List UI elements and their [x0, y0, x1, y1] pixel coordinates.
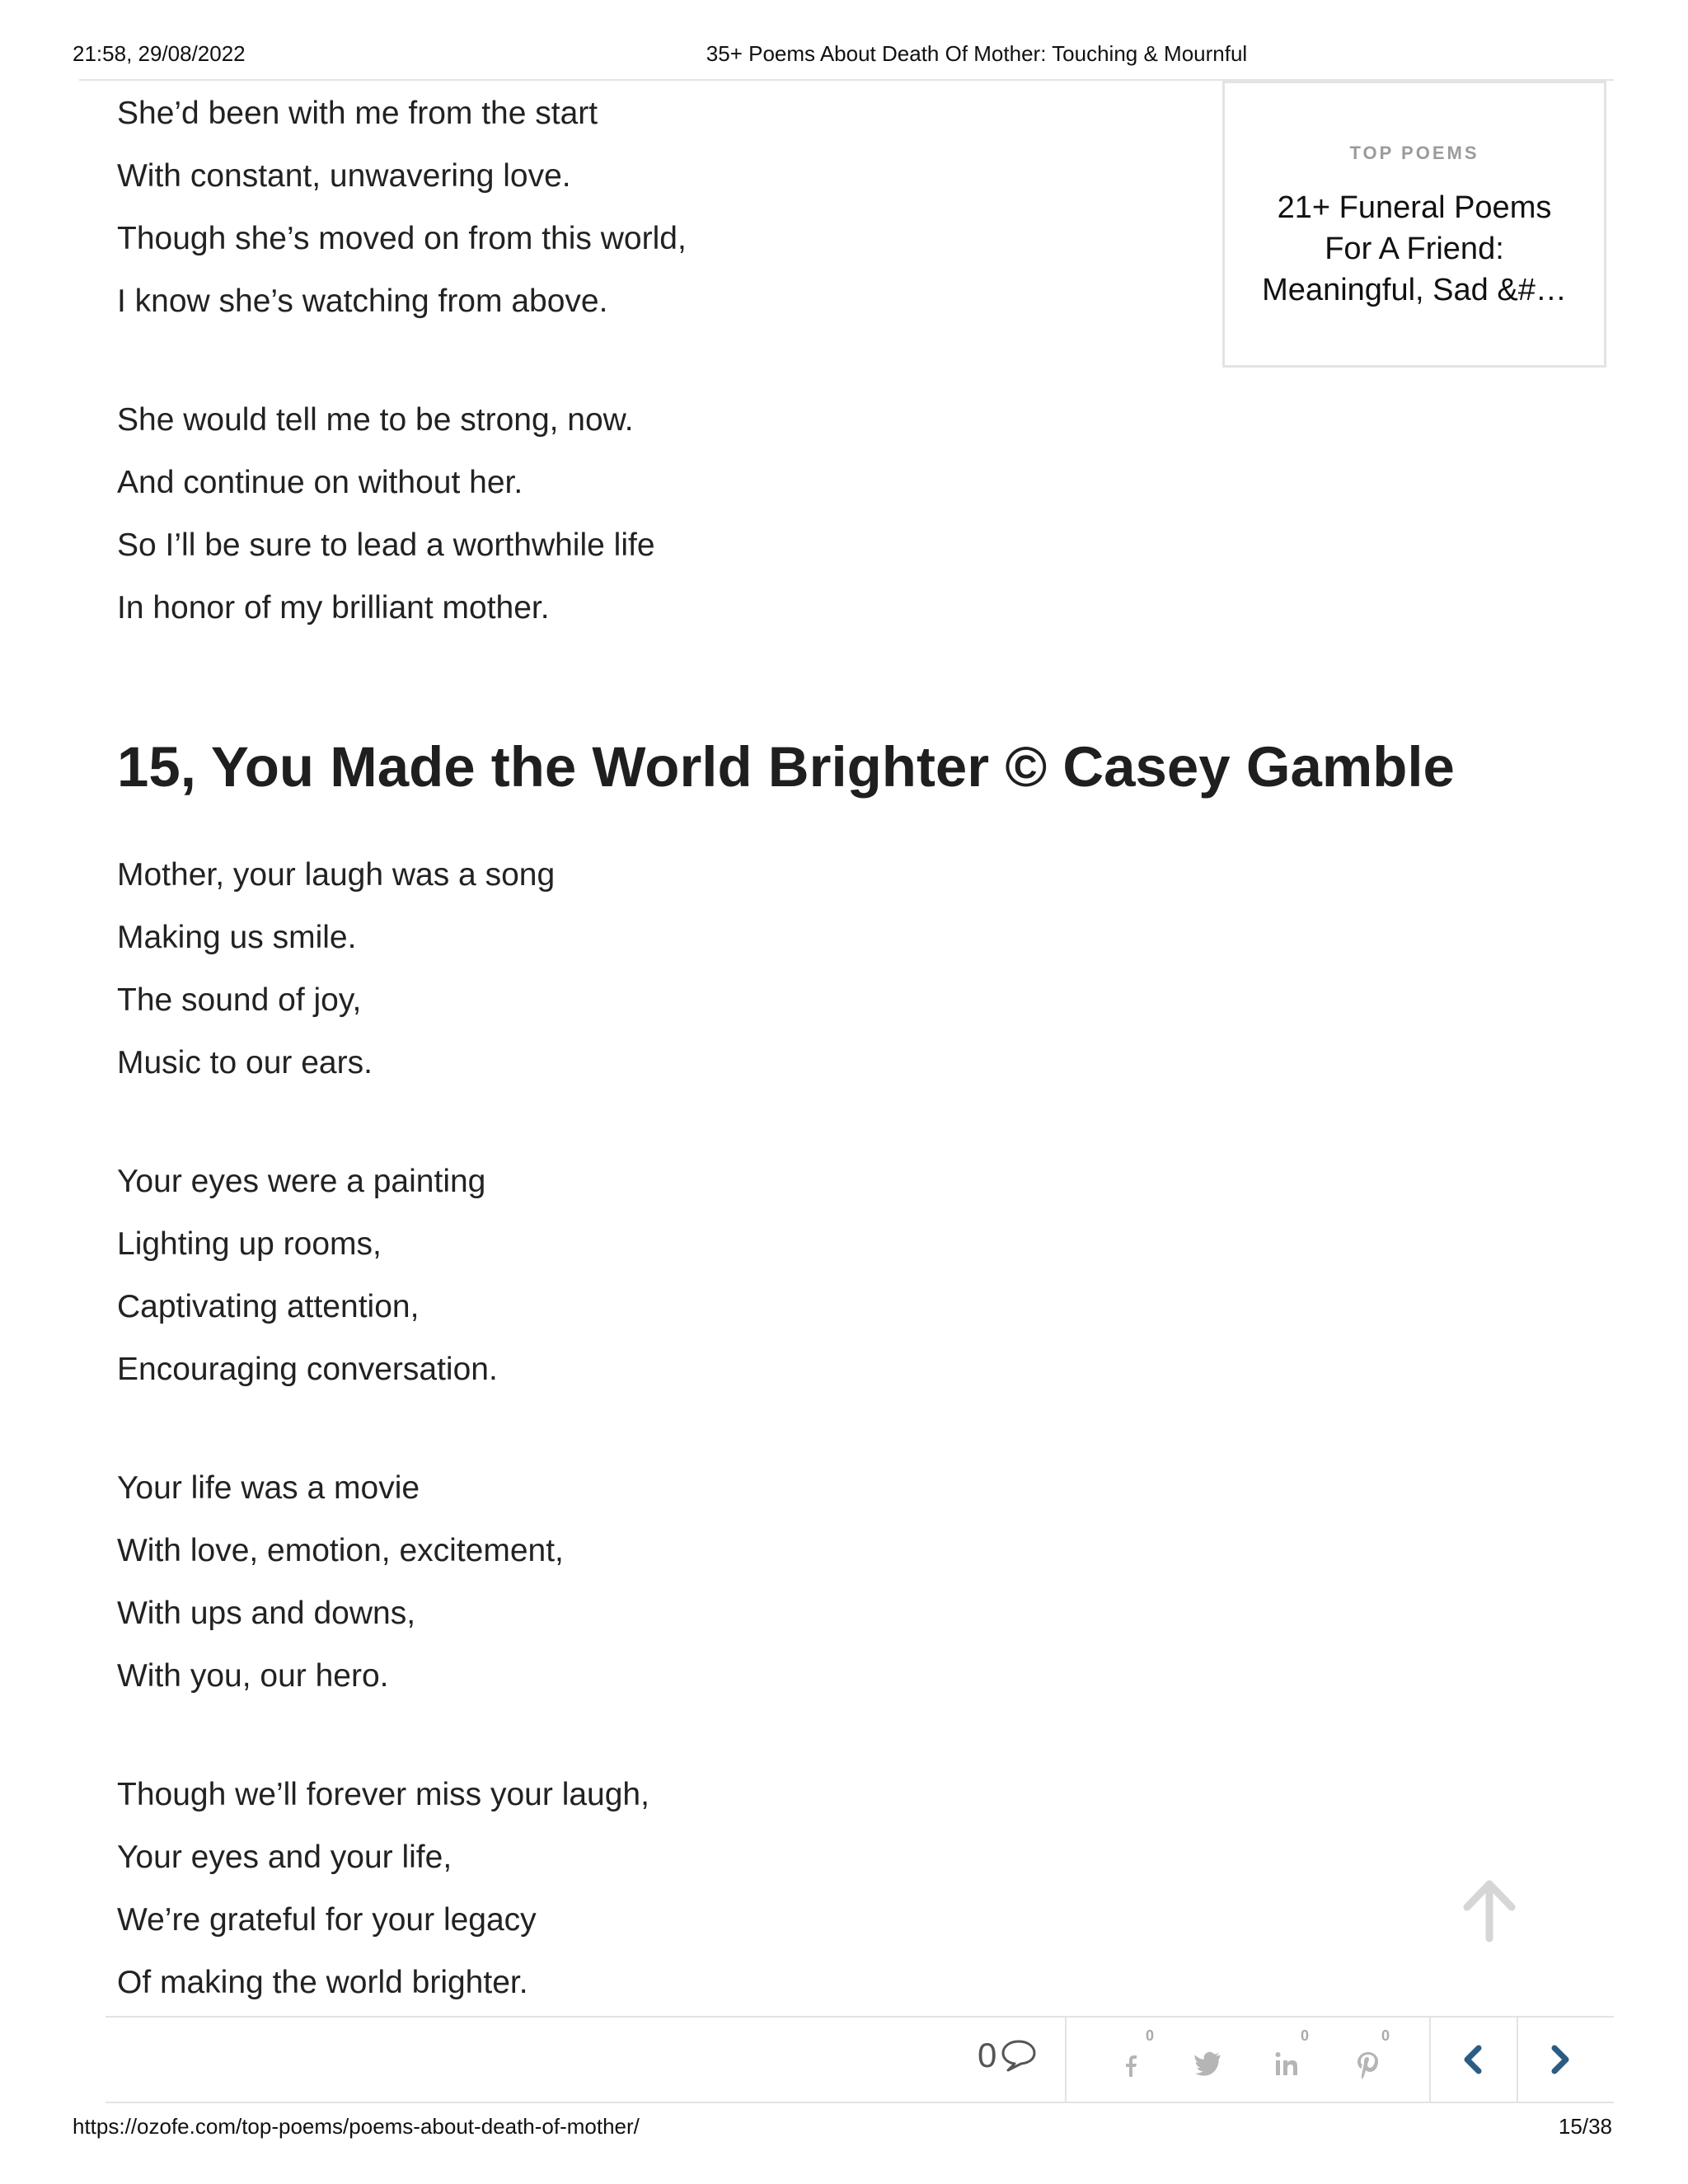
poem-stanza: [117, 1764, 1189, 2014]
top-poems-label: TOP POEMS: [1349, 143, 1479, 163]
facebook-icon: [1119, 2050, 1144, 2080]
comment-count: 0: [978, 2036, 997, 2074]
back-to-top-button[interactable]: [1461, 1877, 1518, 1943]
poem-line: With constant, unwavering love.: [117, 158, 571, 194]
print-datetime: 21:58, 29/08/2022: [73, 41, 246, 66]
poem-stanza: [117, 1457, 1189, 1708]
speech-bubble-icon: [1000, 2038, 1038, 2073]
poem-line: Though we’ll forever miss your laugh,: [117, 1777, 649, 1812]
toolbar-separator: [1065, 2018, 1067, 2102]
top-poem-link[interactable]: 21+ Funeral Poems For A Friend: Meaningful, Sad &#…: [1262, 190, 1567, 307]
arrow-up-icon: [1461, 1877, 1518, 1943]
poem-line: Lighting up rooms,: [117, 1226, 382, 1262]
pinterest-share-button[interactable]: [1348, 2027, 1406, 2093]
poem-line: She’d been with me from the start: [117, 96, 598, 131]
print-page-number: 15/38: [1558, 2114, 1612, 2139]
print-header: [0, 38, 1688, 71]
print-page-url: https://ozofe.com/top-poems/poems-about-death-of-mother/: [73, 2114, 640, 2139]
poem-line: And continue on without her.: [117, 465, 523, 500]
poem-line: Encouraging conversation.: [117, 1352, 498, 1387]
poem-line: Your eyes and your life,: [117, 1840, 452, 1875]
pinterest-share-count: 0: [1381, 2027, 1390, 2044]
poem-line: With ups and downs,: [117, 1596, 416, 1631]
poem-line: In honor of my brilliant mother.: [117, 590, 550, 626]
poem-line: Your eyes were a painting: [117, 1164, 486, 1199]
toolbar-separator: [1429, 2018, 1431, 2102]
chevron-left-icon: [1459, 2043, 1489, 2076]
linkedin-share-button[interactable]: [1268, 2027, 1325, 2093]
toolbar-bottom-divider: [106, 2102, 1614, 2103]
poem-line: Mother, your laugh was a song: [117, 857, 556, 893]
chevron-right-icon: [1545, 2043, 1574, 2076]
poem-line: Music to our ears.: [117, 1045, 373, 1080]
poem-line: Though she’s moved on from this world,: [117, 221, 687, 256]
linkedin-icon: [1274, 2050, 1301, 2079]
poem-stanza: [117, 1151, 1189, 1401]
print-footer: [0, 2114, 1688, 2147]
poem-line: Your life was a movie: [117, 1470, 420, 1506]
poem-stanza: [117, 389, 1189, 640]
comments-button[interactable]: [978, 2036, 1038, 2075]
toolbar-top-divider: [106, 2016, 1614, 2018]
next-page-button[interactable]: [1518, 2019, 1601, 2100]
poem-line: With love, emotion, excitement,: [117, 1533, 564, 1568]
twitter-share-button[interactable]: [1187, 2027, 1245, 2093]
poem-line: Of making the world brighter.: [117, 1965, 528, 2000]
poem-line: The sound of joy,: [117, 982, 362, 1018]
print-page-title: 35+ Poems About Death Of Mother: Touching & Mournful: [706, 41, 1248, 66]
poem-line: She would tell me to be strong, now.: [117, 402, 634, 438]
poem-stanza: [117, 844, 1189, 1094]
linkedin-share-count: 0: [1301, 2027, 1310, 2044]
poem-line: We’re grateful for your legacy: [117, 1902, 537, 1938]
poem-line: So I’ll be sure to lead a worthwhile life: [117, 527, 655, 563]
top-poems-widget: [1222, 81, 1606, 368]
previous-page-button[interactable]: [1432, 2019, 1515, 2100]
facebook-share-button[interactable]: [1113, 2027, 1170, 2093]
poem-stanza: [117, 82, 1189, 333]
pinterest-icon: [1355, 2050, 1381, 2080]
twitter-icon: [1193, 2050, 1223, 2077]
poem-line: Making us smile.: [117, 920, 357, 955]
poem-heading: 15, You Made the World Brighter © Casey Gamble: [117, 735, 1455, 799]
poem-line: Captivating attention,: [117, 1289, 420, 1324]
facebook-share-count: 0: [1146, 2027, 1155, 2044]
poem-line: I know she’s watching from above.: [117, 284, 608, 319]
poem-line: With you, our hero.: [117, 1658, 389, 1694]
